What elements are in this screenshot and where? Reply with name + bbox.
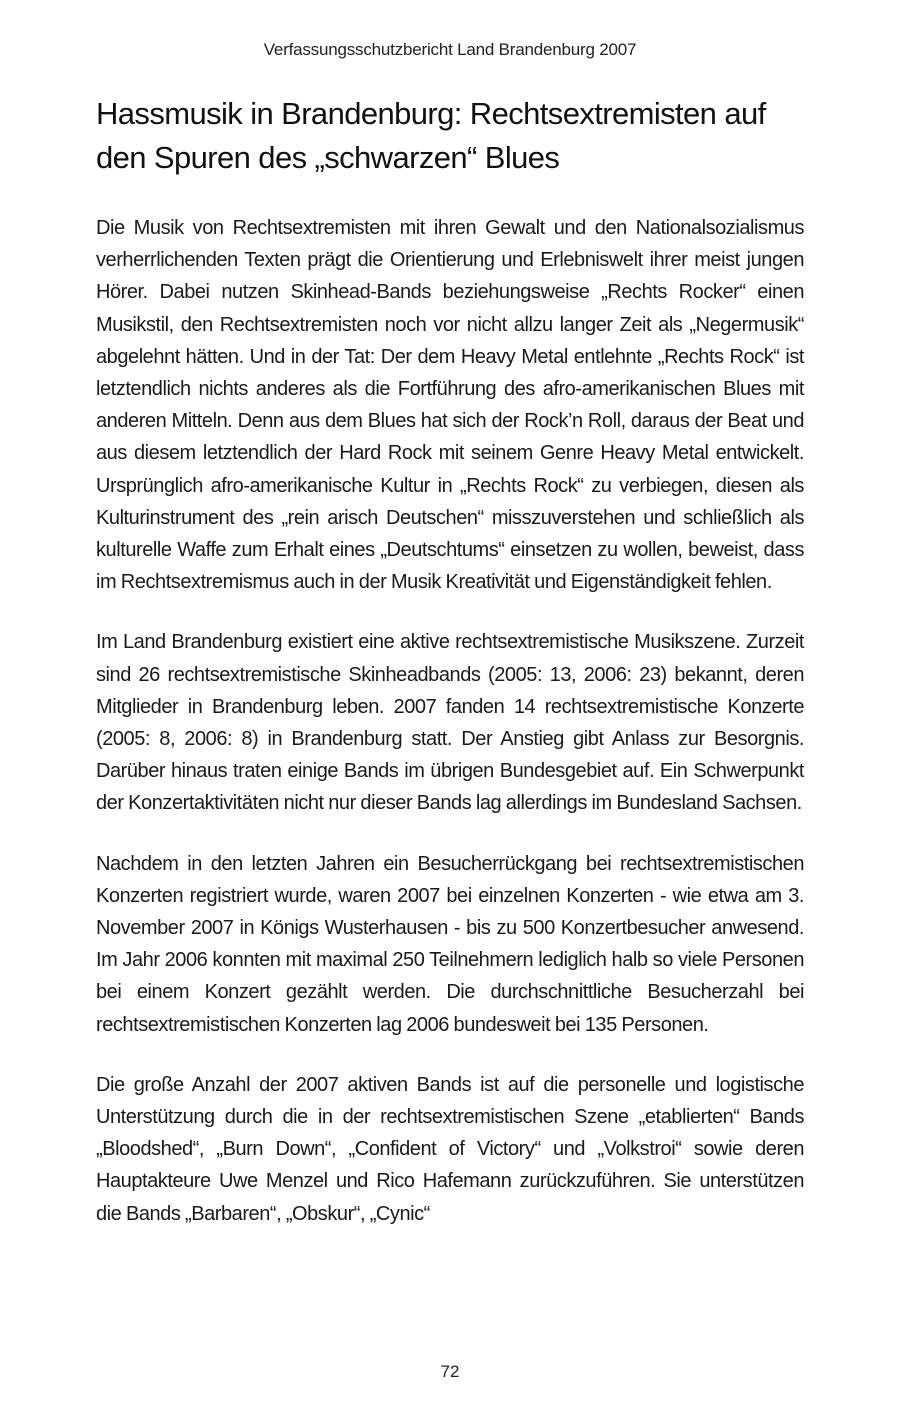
paragraph-3: Nachdem in den letzten Jahren ein Besucherrückgang bei rechtsextremistischen Konzerten registriert wurde, waren 2007 bei einzelnen Konzerten - wie etwa am 3. November 2007 in Königs Wusterhausen - bis zu 500 Konzertbesucher anwesend. Im Jahr 2006 konnten mit maximal 250 Teilnehmern lediglich halb so viele Personen bei einem Konzert gezählt werden. Die durchschnittliche Besucherzahl bei rechtsextremistischen Konzerten lag 2006 bundesweit bei 135 Personen. [96, 852, 804, 1036]
paragraph-1: Die Musik von Rechtsextremisten mit ihren Gewalt und den Nationalsozialismus verherrlichenden Texten prägt die Orientierung und Erlebniswelt ihrer meist jungen Hörer. Dabei nutzen Skinhead-Bands beziehungsweise „Rechts Rocker“ einen Musikstil, den Rechtsextremisten noch vor nicht allzu langer Zeit als „Negermusik“ abgelehnt hätten. Und in der Tat: Der dem Heavy Metal entlehnte „Rechts Rock“ ist letztendlich nichts anderes als die Fortführung des afro-amerikanischen Blues mit anderen Mitteln. Denn aus dem Blues hat sich der Rock’n Roll, daraus der Beat und aus diesem letztendlich der Hard Rock mit seinem Genre Heavy Metal entwickelt. Ursprünglich afro-amerikanische Kultur in „Rechts Rock“ zu verbiegen, diesen als Kulturinstrument des „rein arisch Deutschen“ misszuverstehen und schließlich als kulturelle Waffe zum Erhalt eines „Deutschtums“ einsetzen zu wollen, beweist, dass im Rechtsextremismus auch in der Musik Kreativität und Eigenständigkeit fehlen. [96, 217, 804, 594]
page-number: 72 [440, 1362, 460, 1381]
paragraph-2: Im Land Brandenburg existiert eine aktive rechtsextremistische Musikszene. Zurzeit sind 26 rechtsextremistische Skinheadbands (2005: 13, 2006: 23) bekannt, deren Mitglieder in Brandenburg leben. 2007 fanden 14 rechtsextremistische Konzerte (2005: 8, 2006: 8) in Brandenburg statt. Der Anstieg gibt Anlass zur Besorgnis. Darüber hinaus traten einige Bands im übrigen Bundesgebiet auf. Ein Schwerpunkt der Konzertaktivitäten nicht nur dieser Bands lag allerdings im Bundesland Sachsen. [96, 631, 804, 815]
article-title: Hassmusik in Brandenburg: Rechtsextremisten auf den Spuren des „schwarzen“ Blues [96, 96, 766, 175]
paragraph-4: Die große Anzahl der 2007 aktiven Bands ist auf die personelle und logistische Unterstützung durch die in der rechtsextremistischen Szene „etablierten“ Bands „Bloodshed“, „Burn Down“, „Confident of Victory“ und „Volkstroi“ sowie deren Hauptakteure Uwe Menzel und Rico Hafemann zurückzuführen. Sie unterstützen die Bands „Barbaren“, „Obskur“, „Cynic“ [96, 1073, 804, 1225]
article-body [96, 212, 804, 1258]
running-header: Verfassungsschutzbericht Land Brandenburg 2007 [263, 40, 637, 59]
